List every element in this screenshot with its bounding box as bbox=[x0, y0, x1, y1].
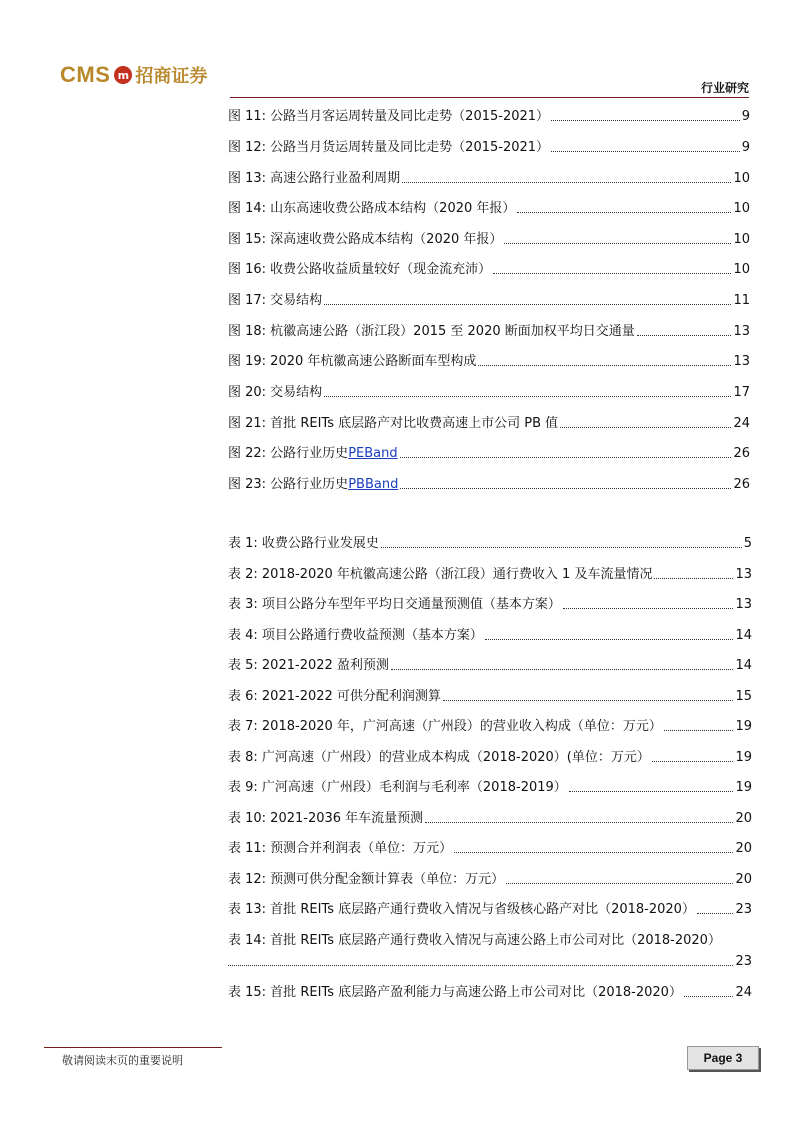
toc-row[interactable]: 图 12: 公路当月货运周转量及同比走势（2015-2021） 9 bbox=[228, 140, 750, 155]
toc-row[interactable]: 图 16: 收费公路收益质量较好（现金流充沛） 10 bbox=[228, 262, 750, 277]
toc-row[interactable]: 图 23: 公路行业历史 PBBand 26 bbox=[228, 477, 750, 492]
toc-row[interactable]: 表 1: 收费公路行业发展史 5 bbox=[228, 536, 752, 551]
toc-row[interactable]: 表 6: 2021-2022 可供分配利润测算 15 bbox=[228, 689, 752, 704]
header-divider bbox=[230, 97, 749, 98]
toc-row[interactable]: 图 21: 首批 REITs 底层路产对比收费高速上市公司 PB 值 24 bbox=[228, 416, 750, 431]
toc-row[interactable]: 图 15: 深高速收费公路成本结构（2020 年报） 10 bbox=[228, 232, 750, 247]
logo-badge-icon: m bbox=[114, 66, 132, 84]
logo-latin: CMS bbox=[60, 62, 111, 87]
disclaimer-note: 敬请阅读末页的重要说明 bbox=[62, 1054, 183, 1067]
toc-row[interactable]: 图 14: 山东高速收费公路成本结构（2020 年报） 10 bbox=[228, 201, 750, 216]
toc-row[interactable]: 表 3: 项目公路分车型年平均日交通量预测值（基本方案） 13 bbox=[228, 597, 752, 612]
toc-row[interactable]: 图 20: 交易结构 17 bbox=[228, 385, 750, 400]
toc-row[interactable]: 图 22: 公路行业历史 PEBand 26 bbox=[228, 446, 750, 461]
toc-row[interactable]: 图 19: 2020 年杭徽高速公路断面车型构成 13 bbox=[228, 354, 750, 369]
toc-row[interactable]: 图 11: 公路当月客运周转量及同比走势（2015-2021） 9 bbox=[228, 109, 750, 124]
company-logo bbox=[60, 62, 207, 88]
footer-divider bbox=[44, 1047, 222, 1048]
toc-row[interactable]: 表 10: 2021-2036 年车流量预测 20 bbox=[228, 811, 752, 826]
toc-row[interactable]: 表 11: 预测合并利润表（单位：万元） 20 bbox=[228, 841, 752, 856]
toc-row[interactable]: 表 15: 首批 REITs 底层路产盈利能力与高速公路上市公司对比（2018-2020） 24 bbox=[228, 985, 752, 1000]
toc-row[interactable]: 图 17: 交易结构 11 bbox=[228, 293, 750, 308]
toc-row[interactable]: 表 4: 项目公路通行费收益预测（基本方案） 14 bbox=[228, 628, 752, 643]
toc-row-wrapped[interactable]: 表 14: 首批 REITs 底层路产通行费收入情况与高速公路上市公司对比（2018-2020） 23 bbox=[228, 933, 752, 969]
toc-row[interactable]: 表 9: 广河高速（广州段）毛利润与毛利率（2018-2019） 19 bbox=[228, 780, 752, 795]
pbband-link[interactable]: PBBand bbox=[348, 477, 399, 492]
toc-row[interactable]: 图 18: 杭徽高速公路（浙江段）2015 至 2020 断面加权平均日交通量 13 bbox=[228, 324, 750, 339]
toc-row[interactable]: 表 2: 2018-2020 年杭徽高速公路（浙江段）通行费收入 1 及车流量情况 13 bbox=[228, 567, 752, 582]
page-number: Page 3 bbox=[687, 1046, 759, 1070]
toc-row[interactable]: 表 8: 广河高速（广州段）的营业成本构成（2018-2020）(单位：万元） 19 bbox=[228, 750, 752, 765]
section-label: 行业研究 bbox=[700, 81, 749, 95]
toc-row[interactable]: 表 5: 2021-2022 盈利预测 14 bbox=[228, 658, 752, 673]
toc-row[interactable]: 表 12: 预测可供分配金额计算表（单位：万元） 20 bbox=[228, 872, 752, 887]
toc-row[interactable]: 表 13: 首批 REITs 底层路产通行费收入情况与省级核心路产对比（2018-2020） 23 bbox=[228, 902, 752, 917]
peband-link[interactable]: PEBand bbox=[348, 446, 398, 461]
toc-row[interactable]: 表 7: 2018-2020 年，广河高速（广州段）的营业收入构成（单位：万元） 19 bbox=[228, 719, 752, 734]
toc-row[interactable]: 图 13: 高速公路行业盈利周期 10 bbox=[228, 171, 750, 186]
logo-chinese: 招商证券 bbox=[135, 66, 208, 87]
